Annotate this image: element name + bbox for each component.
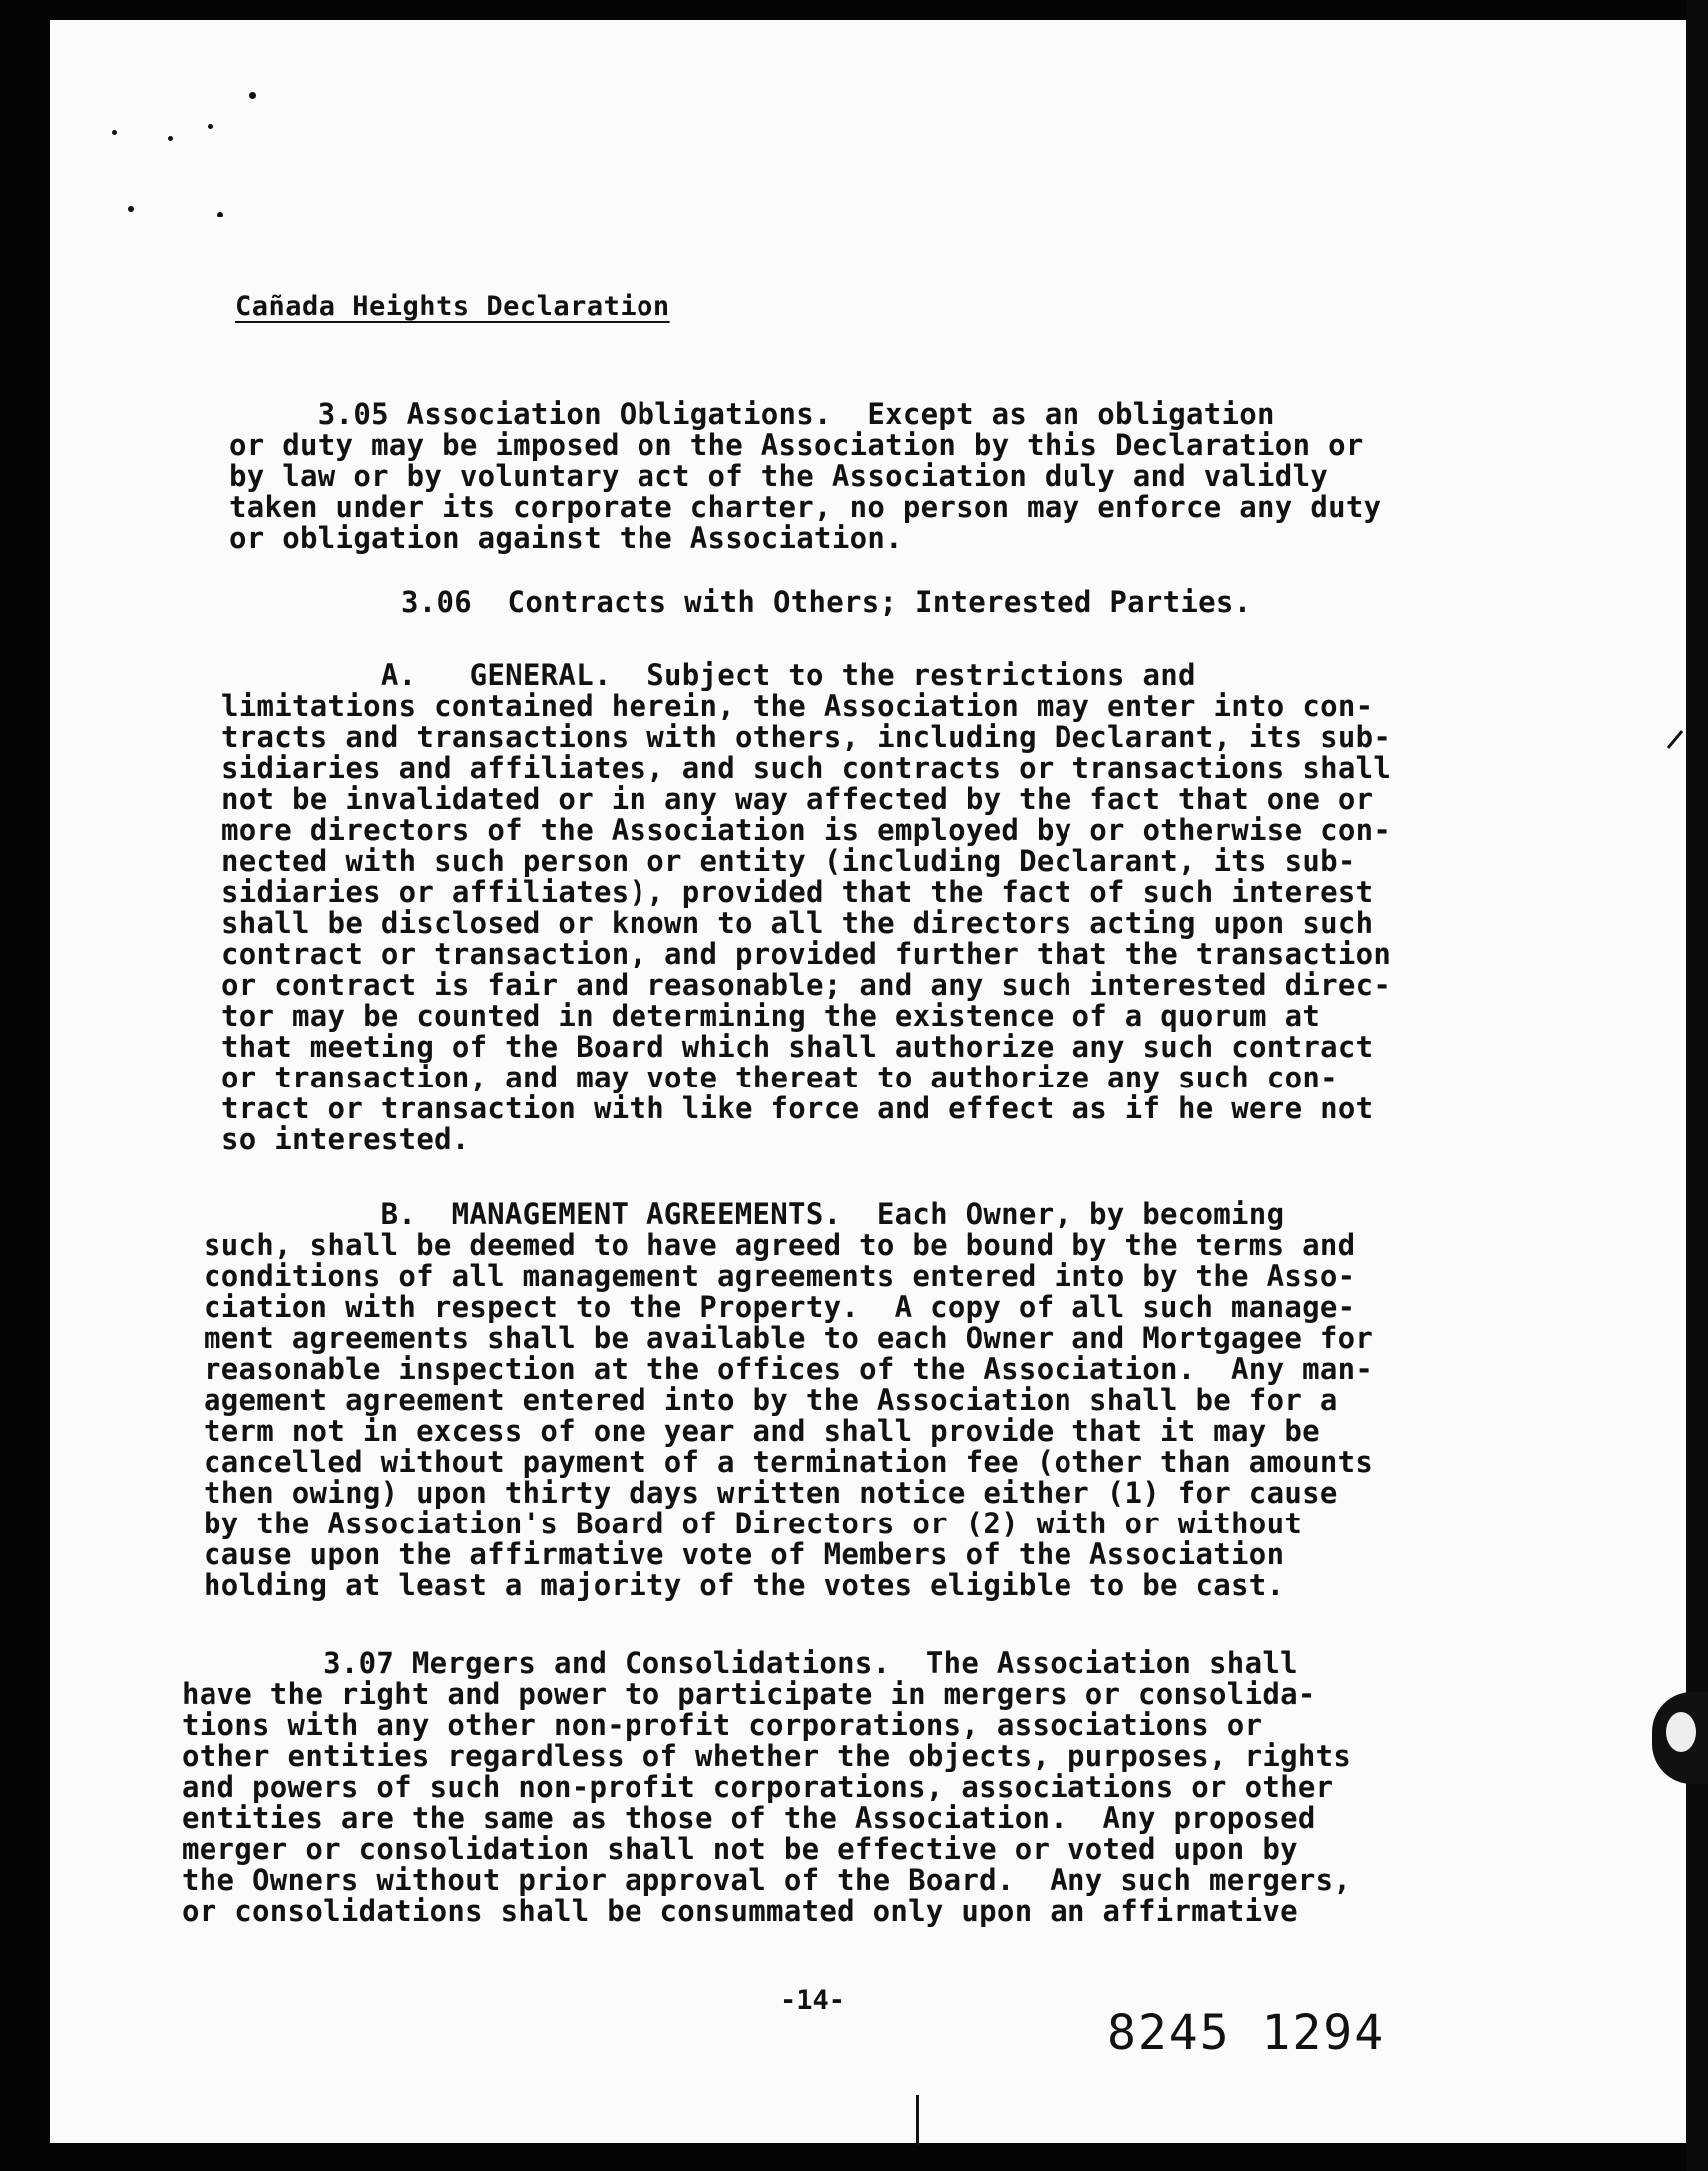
text-line: by law or by voluntary act of the Association duly and validly bbox=[229, 459, 1329, 493]
text-line: or consolidations shall be consummated only upon an affirmative bbox=[182, 1894, 1298, 1928]
text-line: ciation with respect to the Property. A copy of all such manage- bbox=[204, 1290, 1356, 1324]
text-line: and powers of such non-profit corporations, associations or other bbox=[182, 1770, 1334, 1804]
text-line: by the Association's Board of Directors or (2) with or without bbox=[204, 1507, 1303, 1540]
text-line: or transaction, and may vote thereat to authorize any such con- bbox=[221, 1061, 1338, 1094]
text-line: holding at least a majority of the votes eligible to be cast. bbox=[204, 1568, 1285, 1602]
section-3-06-heading: 3.06 Contracts with Others; Interested Parties. bbox=[401, 585, 1252, 619]
text-line: B. MANAGEMENT AGREEMENTS. Each Owner, by becoming bbox=[204, 1197, 1285, 1231]
text-line: have the right and power to participate in mergers or consolida- bbox=[182, 1677, 1316, 1711]
text-line: so interested. bbox=[221, 1122, 470, 1156]
text-line: cause upon the affirmative vote of Members of the Association bbox=[204, 1537, 1285, 1571]
section-3-07 bbox=[182, 1648, 1351, 1927]
text-line: conditions of all management agreements entered into by the Asso- bbox=[204, 1259, 1356, 1293]
text-line: shall be disclosed or known to all the directors acting upon such bbox=[221, 906, 1374, 940]
text-line: then owing) upon thirty days written notice either (1) for cause bbox=[204, 1476, 1338, 1510]
text-line: sidiaries and affiliates, and such contracts or transactions shall bbox=[221, 751, 1392, 785]
text-line: limitations contained herein, the Association may enter into con- bbox=[221, 689, 1374, 723]
section-3-05 bbox=[229, 399, 1381, 554]
text-line: contract or transaction, and provided further that the transaction bbox=[221, 937, 1392, 971]
text-line: more directors of the Association is employed by or otherwise con- bbox=[221, 813, 1392, 847]
text-line: cancelled without payment of a termination fee (other than amounts bbox=[204, 1445, 1374, 1479]
text-line: entities are the same as those of the Association. Any proposed bbox=[182, 1801, 1316, 1835]
text-line: agement agreement entered into by the Association shall be for a bbox=[204, 1383, 1338, 1417]
text-line: reasonable inspection at the offices of the Association. Any man- bbox=[204, 1352, 1374, 1386]
text-line: that meeting of the Board which shall authorize any such contract bbox=[221, 1030, 1374, 1064]
document-code: 8245 1294 bbox=[1107, 2005, 1386, 2061]
text-line: taken under its corporate charter, no person may enforce any duty bbox=[229, 490, 1382, 524]
text-line: nected with such person or entity (including Declarant, its sub- bbox=[221, 844, 1356, 878]
text-line: ment agreements shall be available to each Owner and Mortgagee for bbox=[204, 1321, 1374, 1355]
text-line: or contract is fair and reasonable; and any such interested direc- bbox=[221, 968, 1392, 1002]
document-title: Cañada Heights Declaration bbox=[235, 291, 670, 322]
text-line: tracts and transactions with others, including Declarant, its sub- bbox=[221, 720, 1392, 754]
text-line: 3.07 Mergers and Consolidations. The Association shall bbox=[182, 1646, 1298, 1680]
text-line: term not in excess of one year and shall provide that it may be bbox=[204, 1414, 1320, 1448]
text-line: such, shall be deemed to have agreed to be bound by the terms and bbox=[204, 1228, 1356, 1262]
text-line: or obligation against the Association. bbox=[229, 521, 903, 555]
text-line: 3.05 Association Obligations. Except as an obligation bbox=[229, 397, 1275, 431]
text-line: other entities regardless of whether the objects, purposes, rights bbox=[182, 1739, 1352, 1773]
text-line: or duty may be imposed on the Association by this Declaration or bbox=[229, 428, 1364, 462]
text-line: not be invalidated or in any way affected by the fact that one or bbox=[221, 782, 1374, 816]
page-number: -14- bbox=[780, 1985, 846, 2016]
text-line: merger or consolidation shall not be effective or voted upon by bbox=[182, 1832, 1298, 1866]
text-line: A. GENERAL. Subject to the restrictions and bbox=[221, 658, 1196, 692]
text-line: tions with any other non-profit corporations, associations or bbox=[182, 1708, 1263, 1742]
text-line: the Owners without prior approval of the Board. Any such mergers, bbox=[182, 1863, 1352, 1897]
section-3-06-b bbox=[204, 1199, 1373, 1601]
text-line: tor may be counted in determining the existence of a quorum at bbox=[221, 999, 1321, 1033]
text-line: tract or transaction with like force and effect as if he were not bbox=[221, 1091, 1374, 1125]
text-line: sidiaries or affiliates), provided that the fact of such interest bbox=[221, 875, 1374, 909]
section-3-06-a bbox=[221, 660, 1391, 1155]
